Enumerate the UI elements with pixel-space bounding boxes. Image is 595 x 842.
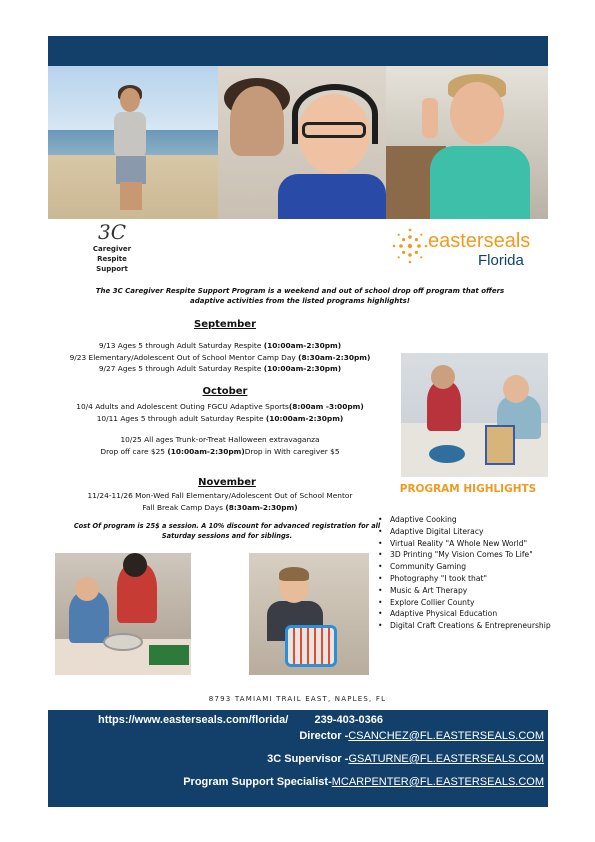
schedule-item: 9/27 Ages 5 through Adult Saturday Respite (10:00am-2:30pm) xyxy=(98,364,342,373)
highlight-item: • 3D Printing "My Vision Comes To Life" xyxy=(376,549,551,561)
logo-line-support: Support xyxy=(96,265,128,273)
highlight-item: • Adaptive Physical Education xyxy=(376,608,551,620)
contact-supervisor-line xyxy=(267,753,544,765)
sunburst-icon xyxy=(390,226,430,266)
contact-website-line xyxy=(98,714,383,726)
photo-art-class xyxy=(401,353,548,477)
highlights-title: PROGRAM HIGHLIGHTS xyxy=(399,483,537,495)
brand-region: Florida xyxy=(478,252,524,269)
supervisor-label: 3C Supervisor - xyxy=(267,753,349,765)
website-link[interactable]: https://www.easterseals.com/florida/ xyxy=(98,714,289,726)
highlight-item: • Virtual Reality "A Whole New World" xyxy=(376,538,551,550)
brand-name: easterseals xyxy=(428,230,531,252)
schedule-item: Drop off care $25 (10:00am-2:30pm)Drop in With caregiver $5 xyxy=(100,446,340,456)
schedule-item: 11/24-11/26 Mon-Wed Fall Elementary/Adolescent Out of School Mentor xyxy=(87,491,353,500)
contact-director-line xyxy=(299,730,544,742)
schedule-list-october xyxy=(40,401,400,457)
highlights-list xyxy=(376,514,551,632)
highlight-item: • Music & Art Therapy xyxy=(376,585,551,597)
highlight-item: • Digital Craft Creations & Entrepreneurship xyxy=(376,620,551,632)
address: 8793 TAMIAMI TRAIL EAST, NAPLES, FL xyxy=(208,695,387,703)
month-heading-october: October xyxy=(202,386,248,397)
schedule-item: 10/4 Adults and Adolescent Outing FGCU Adaptive Sports(8:00am -3:00pm) xyxy=(76,402,364,411)
highlight-item: • Photography "I took that" xyxy=(376,573,551,585)
schedule-item: 9/13 Ages 5 through Adult Saturday Respite (10:00am-2:30pm) xyxy=(98,341,342,350)
highlight-item: • Community Gaming xyxy=(376,561,551,573)
logo-3c-mark: 3C xyxy=(97,220,127,244)
contact-footer xyxy=(48,710,548,807)
highlight-item: • Explore Collier County xyxy=(376,597,551,609)
specialist-email-link[interactable]: MCARPENTER@FL.EASTERSEALS.COM xyxy=(331,776,544,788)
easterseals-logo xyxy=(390,222,540,272)
schedule-item: 10/25 All ages Trunk-or-Treat Halloween extravaganza xyxy=(120,435,320,444)
schedule-list-september xyxy=(40,340,400,375)
photo-cooking-class xyxy=(55,553,191,675)
logo-line-respite: Respite xyxy=(97,255,127,263)
specialist-label: Program Support Specialist- xyxy=(183,776,332,788)
highlight-item: • Adaptive Digital Literacy xyxy=(376,526,551,538)
schedule-item: 10/11 Ages 5 through adult Saturday Respite (10:00am-2:30pm) xyxy=(96,413,344,423)
schedule-item: Fall Break Camp Days (8:30am-2:30pm) xyxy=(142,502,298,512)
schedule-item: 9/23 Elementary/Adolescent Out of School Mentor Camp Day (8:30am-2:30pm) xyxy=(69,352,371,362)
caregiver-respite-logo xyxy=(84,220,140,278)
schedule-list-november xyxy=(40,490,400,513)
phone-number[interactable]: 239-403-0366 xyxy=(314,714,383,726)
month-heading-november: November xyxy=(198,477,256,488)
photo-3d-craft xyxy=(249,553,369,675)
director-email-link[interactable]: CSANCHEZ@FL.EASTERSEALS.COM xyxy=(348,730,544,742)
photo-headset-participant xyxy=(218,66,386,219)
highlight-item: • Adaptive Cooking xyxy=(376,514,551,526)
director-label: Director - xyxy=(299,730,349,742)
month-heading-september: September xyxy=(194,319,256,330)
cost-note: Cost Of program is 25$ a session. A 10% discount for advanced registration for all Saturday sessions and for siblings. xyxy=(73,522,381,540)
supervisor-email-link[interactable]: GSATURNE@FL.EASTERSEALS.COM xyxy=(348,753,544,765)
logo-line-caregiver: Caregiver xyxy=(92,245,132,253)
photo-peace-sign-participant xyxy=(386,66,548,219)
program-intro: The 3C Caregiver Respite Support Program is a weekend and out of school drop off program that offers adaptive activities from the listed programs highlights! xyxy=(95,287,505,305)
header-banner xyxy=(48,36,548,66)
contact-specialist-line xyxy=(183,776,544,788)
photo-beach-girl xyxy=(48,66,218,219)
